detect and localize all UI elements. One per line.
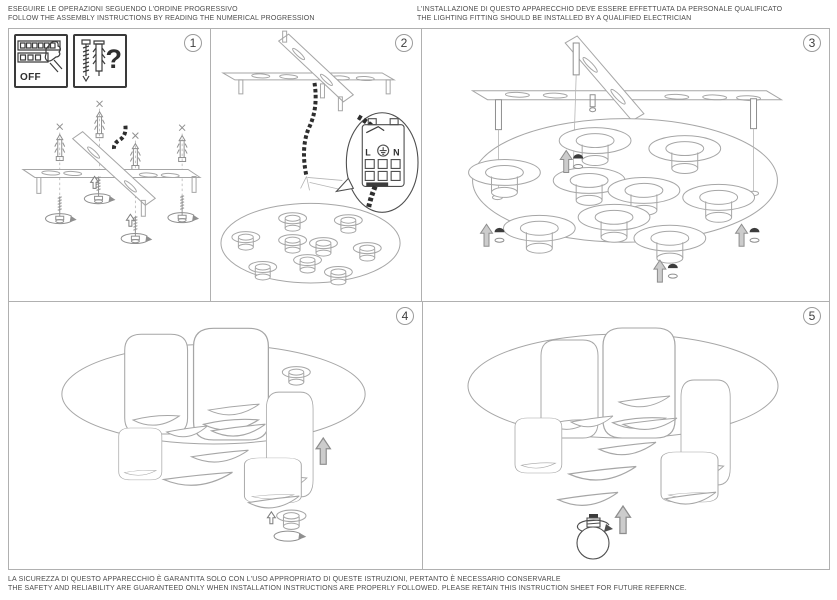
header-left [8,5,315,23]
terminal-block-inset [336,113,418,213]
step-1-panel [9,29,211,302]
step-2-panel [211,29,422,302]
mounting-bracket [473,36,782,121]
mounting-bracket [23,132,200,217]
drill-guide-lines [60,109,182,220]
footer-english: THE SAFETY AND RELIABILITY ARE GUARANTEED ONLY WHEN INSTALLATION INSTRUCTIONS ARE PROPERLY FOLLOWED. PLEASE RETAIN THIS INSTRUCTION SHEET FOR FUTURE REFERNCE. [8,585,687,592]
terminal-live-label: L [365,147,371,158]
step-1-drawing [9,29,210,301]
step-5-panel [423,302,829,569]
header-right-italian: L'INSTALLAZIONE DI QUESTO APPARECCHIO DEVE ESSERE EFFETTUATA DA PERSONALE QUALIFICATO [417,6,783,13]
step-4-number-badge: 4 [396,307,414,325]
step-1-number-badge: 1 [184,34,202,52]
fixing-screws [46,176,200,243]
header-left-english: FOLLOW THE ASSEMBLY INSTRUCTIONS BY READING THE NUMERICAL PROGRESSION [8,15,315,22]
off-label: OFF [20,72,41,83]
step-2-number-badge: 2 [395,34,413,52]
up-arrow-icon [736,224,748,246]
power-cable [114,126,126,151]
step-4-panel [9,302,423,569]
step-4-drawing [9,302,422,569]
up-arrow-icon [481,224,493,246]
step-3-number-badge: 3 [803,34,821,52]
step-5-number-badge: 5 [803,307,821,325]
power-cable [304,83,316,177]
up-arrow-icon [616,506,631,534]
header-right [417,5,782,23]
terminal-neutral-label: N [393,147,400,158]
step-3-panel [422,29,829,302]
drill-marks [57,101,185,139]
mounting-bracket [223,31,394,111]
light-bulb [577,514,613,559]
step-2-drawing [211,29,421,301]
steps-grid [8,28,830,570]
lamp-base-plate [221,203,400,285]
ring-nut-detail [267,510,306,541]
step-3-drawing [422,29,829,301]
header-right-english: THE LIGHTING FITTING SHOULD BE INSTALLED BY A QUALIFIED ELECTRICIAN [417,15,692,22]
up-arrow-icon [654,260,666,282]
step-5-drawing [423,302,829,569]
up-arrow-icon [316,438,330,464]
question-mark-label: ? [105,44,122,74]
cable-ends [301,176,310,190]
footer [8,575,687,593]
threaded-studs [495,43,756,130]
footer-italian: LA SICUREZZA DI QUESTO APPARECCHIO È GARANTITA SOLO CON L'USO APPROPRIATO DI QUESTE ISTRUZIONI, PERTANTO È NECESSARIO CONSERVARLE [8,576,561,583]
header-left-italian: ESEGUIRE LE OPERAZIONI SEGUENDO L'ORDINE PROGRESSIVO [8,6,238,13]
